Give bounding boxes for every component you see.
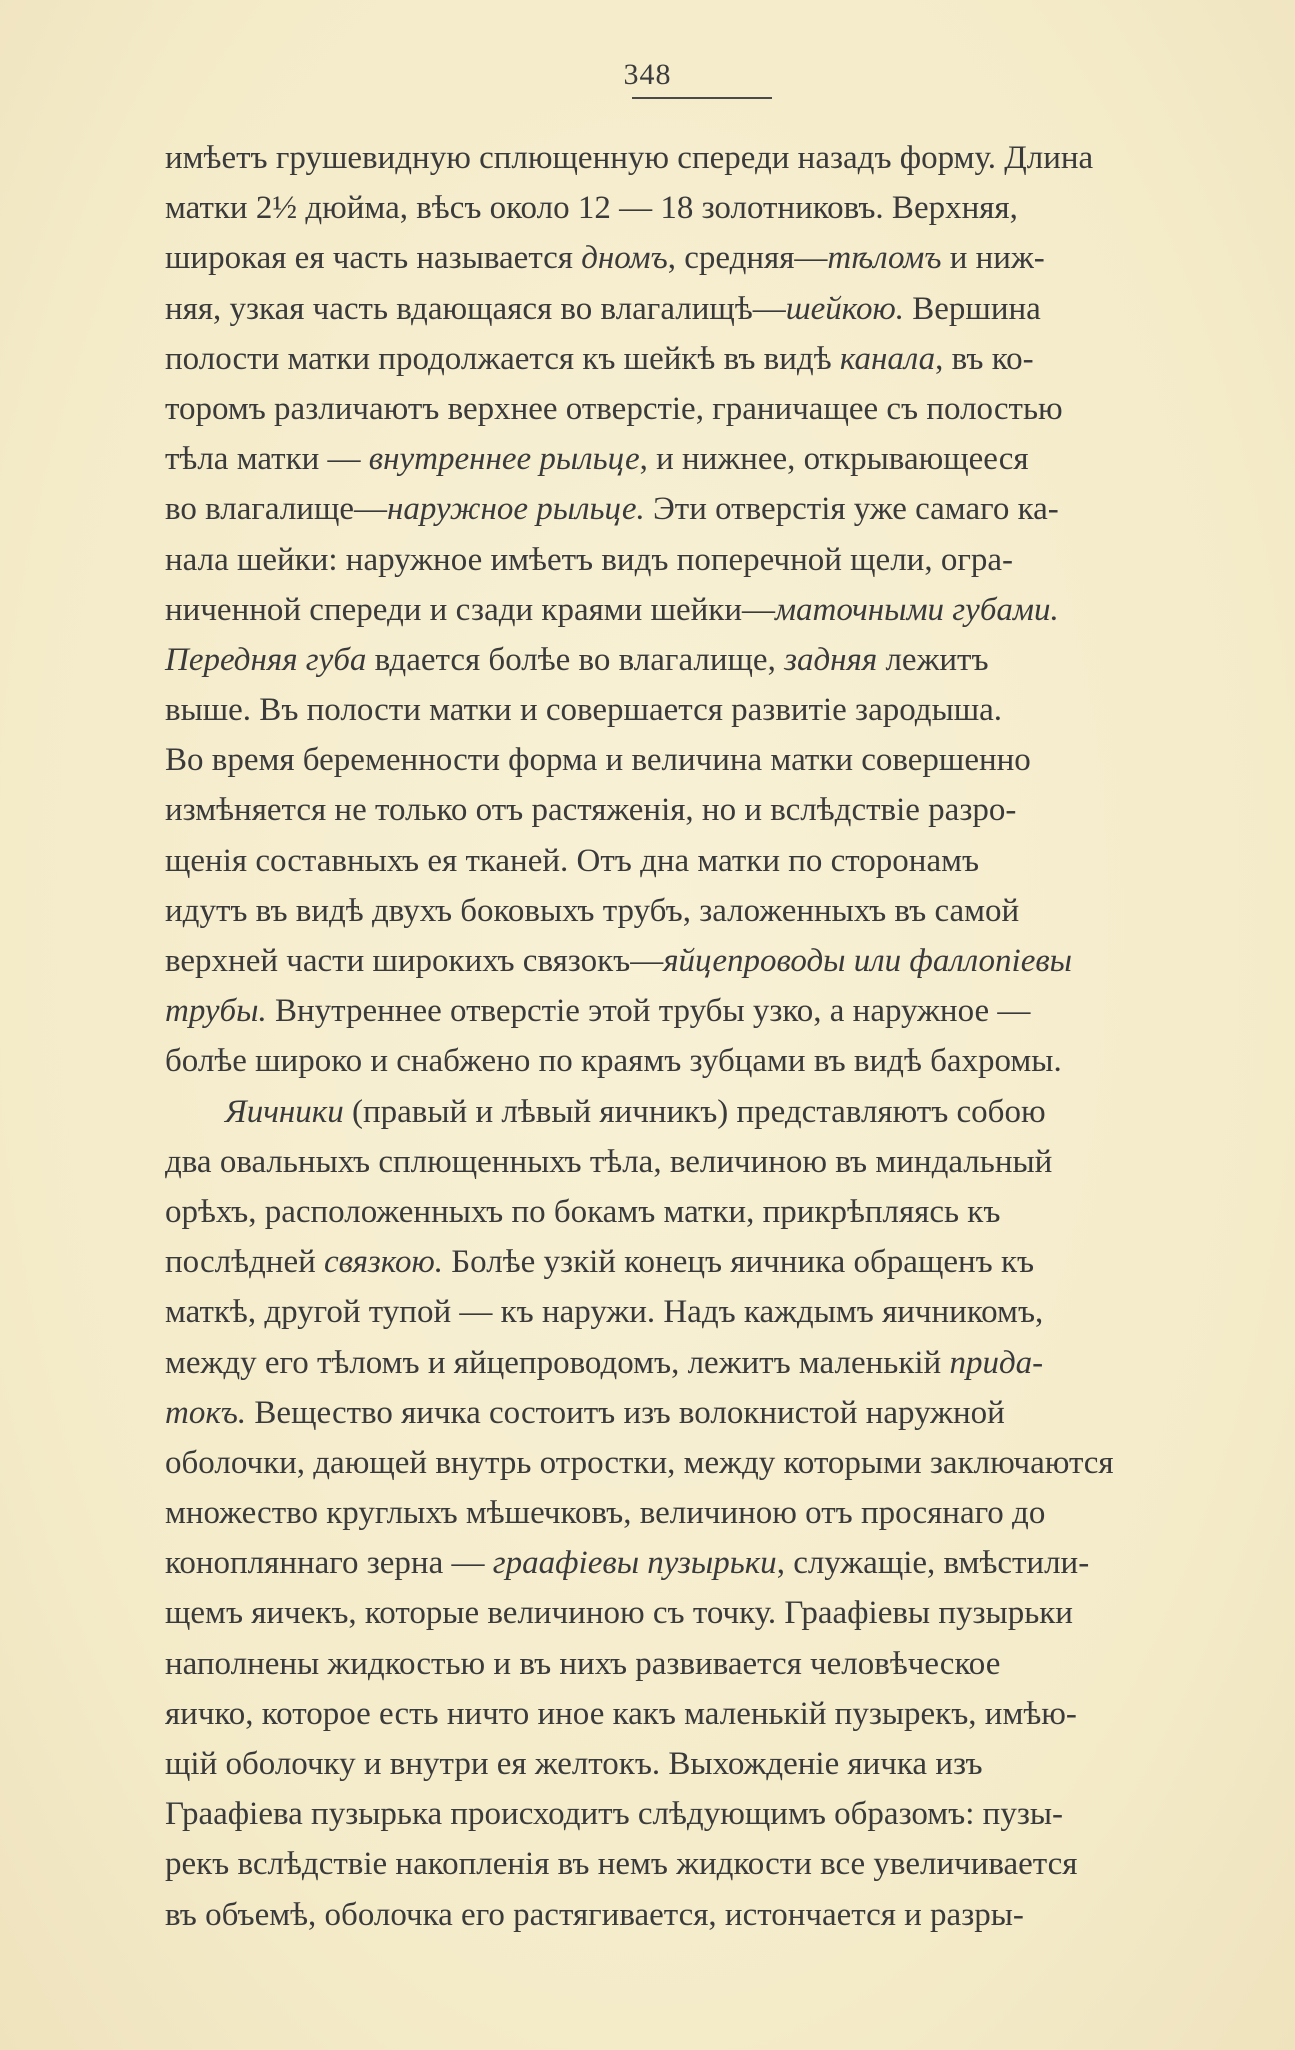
text-line	[165, 384, 1240, 434]
text-run: конопляннаго зерна —	[165, 1545, 493, 1582]
text-run: щій оболочку и внутри ея желтокъ. Выхожденіе яичка изъ	[165, 1746, 983, 1782]
text-run: няя, узкая часть вдающаяся во влагалищѣ—	[165, 290, 786, 327]
text-run: Во время беременности форма и величина матки совершенно	[165, 742, 1031, 779]
text-run: Болѣе узкій конецъ яичника обращенъ къ	[442, 1244, 1035, 1281]
text-run: рекъ вслѣдствіе накопленія въ немъ жидкости все увеличивается	[165, 1846, 1078, 1883]
body-text	[165, 133, 1240, 1940]
text-run: наполнены жидкостью и въ нихъ развивается человѣческое	[165, 1645, 1001, 1682]
text-line	[165, 1839, 1240, 1889]
text-run: маткѣ, другой тупой — къ наружи. Надъ каждымъ яичникомъ,	[165, 1294, 1044, 1331]
text-run: множество круглыхъ мѣшечковъ, величиною отъ просянаго до	[165, 1495, 1046, 1532]
italic-term: дномъ	[581, 240, 668, 277]
text-line	[165, 1538, 1240, 1588]
text-line	[165, 836, 1240, 886]
italic-term: Передняя губа	[165, 641, 367, 678]
text-line	[165, 1137, 1240, 1187]
text-line	[165, 1890, 1240, 1940]
text-run: Вершина	[904, 290, 1041, 327]
text-run: вдается болѣе во влагалище,	[366, 641, 785, 678]
text-line	[165, 986, 1240, 1036]
text-run: полости матки продолжается къ шейкѣ въ видѣ	[165, 340, 840, 377]
text-run: орѣхъ, расположенныхъ по бокамъ матки, прикрѣпляясь къ	[165, 1193, 1001, 1230]
text-line	[165, 1639, 1240, 1689]
text-run: оболочки, дающей внутрь отростки, между которыми заключаются	[165, 1444, 1114, 1481]
text-run: выше. Въ полости матки и совершается развитіе зародыша.	[165, 692, 1003, 729]
text-line	[165, 1187, 1240, 1237]
italic-term: маточными губами.	[774, 591, 1059, 628]
text-line	[165, 1287, 1240, 1337]
text-line	[165, 1036, 1240, 1086]
text-line	[165, 1237, 1240, 1287]
text-run: ниченной спереди и сзади краями шейки—	[165, 591, 775, 628]
italic-term: тѣломъ	[827, 240, 942, 277]
text-line	[165, 183, 1240, 233]
text-run: между его тѣломъ и яйцепроводомъ, лежитъ маленькій	[165, 1344, 950, 1381]
text-line	[165, 233, 1240, 283]
italic-term: прида-	[949, 1344, 1044, 1381]
text-line	[165, 1739, 1240, 1789]
italic-term: внутреннее рыльце	[368, 441, 640, 478]
italic-term: трубы.	[165, 993, 267, 1030]
text-run: Граафіева пузырька происходитъ слѣдующимъ образомъ: пузы-	[165, 1796, 1064, 1833]
text-line	[165, 1438, 1240, 1488]
text-run: щенія составныхъ ея тканей. Отъ дна матки по сторонамъ	[165, 842, 980, 879]
text-run: два овальныхъ сплющенныхъ тѣла, величиною въ миндальный	[165, 1143, 1053, 1180]
text-run: , въ ко-	[935, 340, 1034, 377]
page-number: 348	[623, 58, 672, 91]
text-line	[165, 1488, 1240, 1538]
text-run: послѣдней	[165, 1244, 325, 1281]
italic-term: токъ.	[165, 1394, 247, 1431]
text-line	[165, 484, 1240, 534]
text-run: болѣе широко и снабжено по краямъ зубцами въ видѣ бахромы.	[165, 1043, 1062, 1080]
text-run: имѣетъ грушевидную сплющенную спереди назадъ форму. Длина	[165, 140, 1094, 176]
text-line	[165, 1338, 1240, 1388]
text-line	[165, 334, 1240, 384]
italic-term: наружное рыльце.	[387, 491, 645, 528]
text-line	[165, 585, 1240, 635]
text-run: , и нижнее, открывающееся	[639, 441, 1029, 478]
text-line	[165, 685, 1240, 735]
text-run: Эти отверстія уже самаго ка-	[644, 491, 1059, 528]
page-number-rule	[632, 97, 772, 99]
text-run: лежитъ	[877, 641, 989, 678]
text-run: идутъ въ видѣ двухъ боковыхъ трубъ, заложенныхъ въ самой	[165, 892, 1020, 929]
italic-term: Яичники	[225, 1093, 344, 1130]
italic-term: яйцепроводы или фаллопіевы	[663, 943, 1073, 979]
text-line	[165, 886, 1240, 936]
text-run: измѣняется не только отъ растяженія, но и вслѣдствіе разро-	[165, 792, 1017, 829]
italic-term: канала	[839, 340, 936, 377]
text-run: торомъ различаютъ верхнее отверстіе, граничащее съ полостью	[165, 390, 1063, 427]
text-run: въ объемѣ, оболочка его растягивается, истончается и разры-	[165, 1896, 1024, 1933]
text-run: щемъ яичекъ, которые величиною съ точку. Граафіевы пузырьки	[165, 1595, 1073, 1632]
text-line	[165, 434, 1240, 484]
text-run: Вещество яичка состоитъ изъ волокнистой наружной	[246, 1394, 1005, 1431]
text-line	[165, 936, 1240, 986]
italic-term: граафіевы пузырьки	[492, 1545, 777, 1582]
text-run: матки 2½ дюйма, вѣсъ около 12 — 18 золотниковъ. Верхняя,	[165, 190, 1018, 227]
text-run: , служащіе, вмѣстили-	[776, 1545, 1090, 1582]
text-run: Внутреннее отверстіе этой трубы узко, а наружное —	[266, 993, 1031, 1030]
text-line	[165, 1789, 1240, 1839]
italic-term: связкою.	[324, 1244, 443, 1281]
text-line	[165, 1588, 1240, 1638]
italic-term: шейкою.	[785, 290, 904, 327]
text-line	[165, 1689, 1240, 1739]
text-run: тѣла матки —	[165, 441, 369, 478]
text-line	[165, 635, 1240, 685]
text-line	[165, 284, 1240, 334]
text-run: верхней части широкихъ связокъ—	[165, 943, 664, 979]
text-run: , средняя—	[667, 240, 828, 277]
text-line	[165, 535, 1240, 585]
text-line	[165, 1388, 1240, 1438]
text-run: (правый и лѣвый яичникъ) представляютъ собою	[343, 1093, 1046, 1130]
text-line	[165, 735, 1240, 785]
italic-term: задняя	[784, 641, 878, 678]
text-run: и ниж-	[941, 240, 1045, 277]
text-run: яичко, которое есть ничто иное какъ маленькій пузырекъ, имѣю-	[165, 1695, 1077, 1732]
text-run: нала шейки: наружное имѣетъ видъ поперечной щели, огра-	[165, 541, 1013, 578]
text-line	[165, 133, 1240, 183]
text-line	[165, 785, 1240, 835]
text-run: широкая ея часть называется	[165, 240, 582, 277]
text-line	[165, 1087, 1240, 1137]
text-run: во влагалище—	[165, 491, 388, 528]
